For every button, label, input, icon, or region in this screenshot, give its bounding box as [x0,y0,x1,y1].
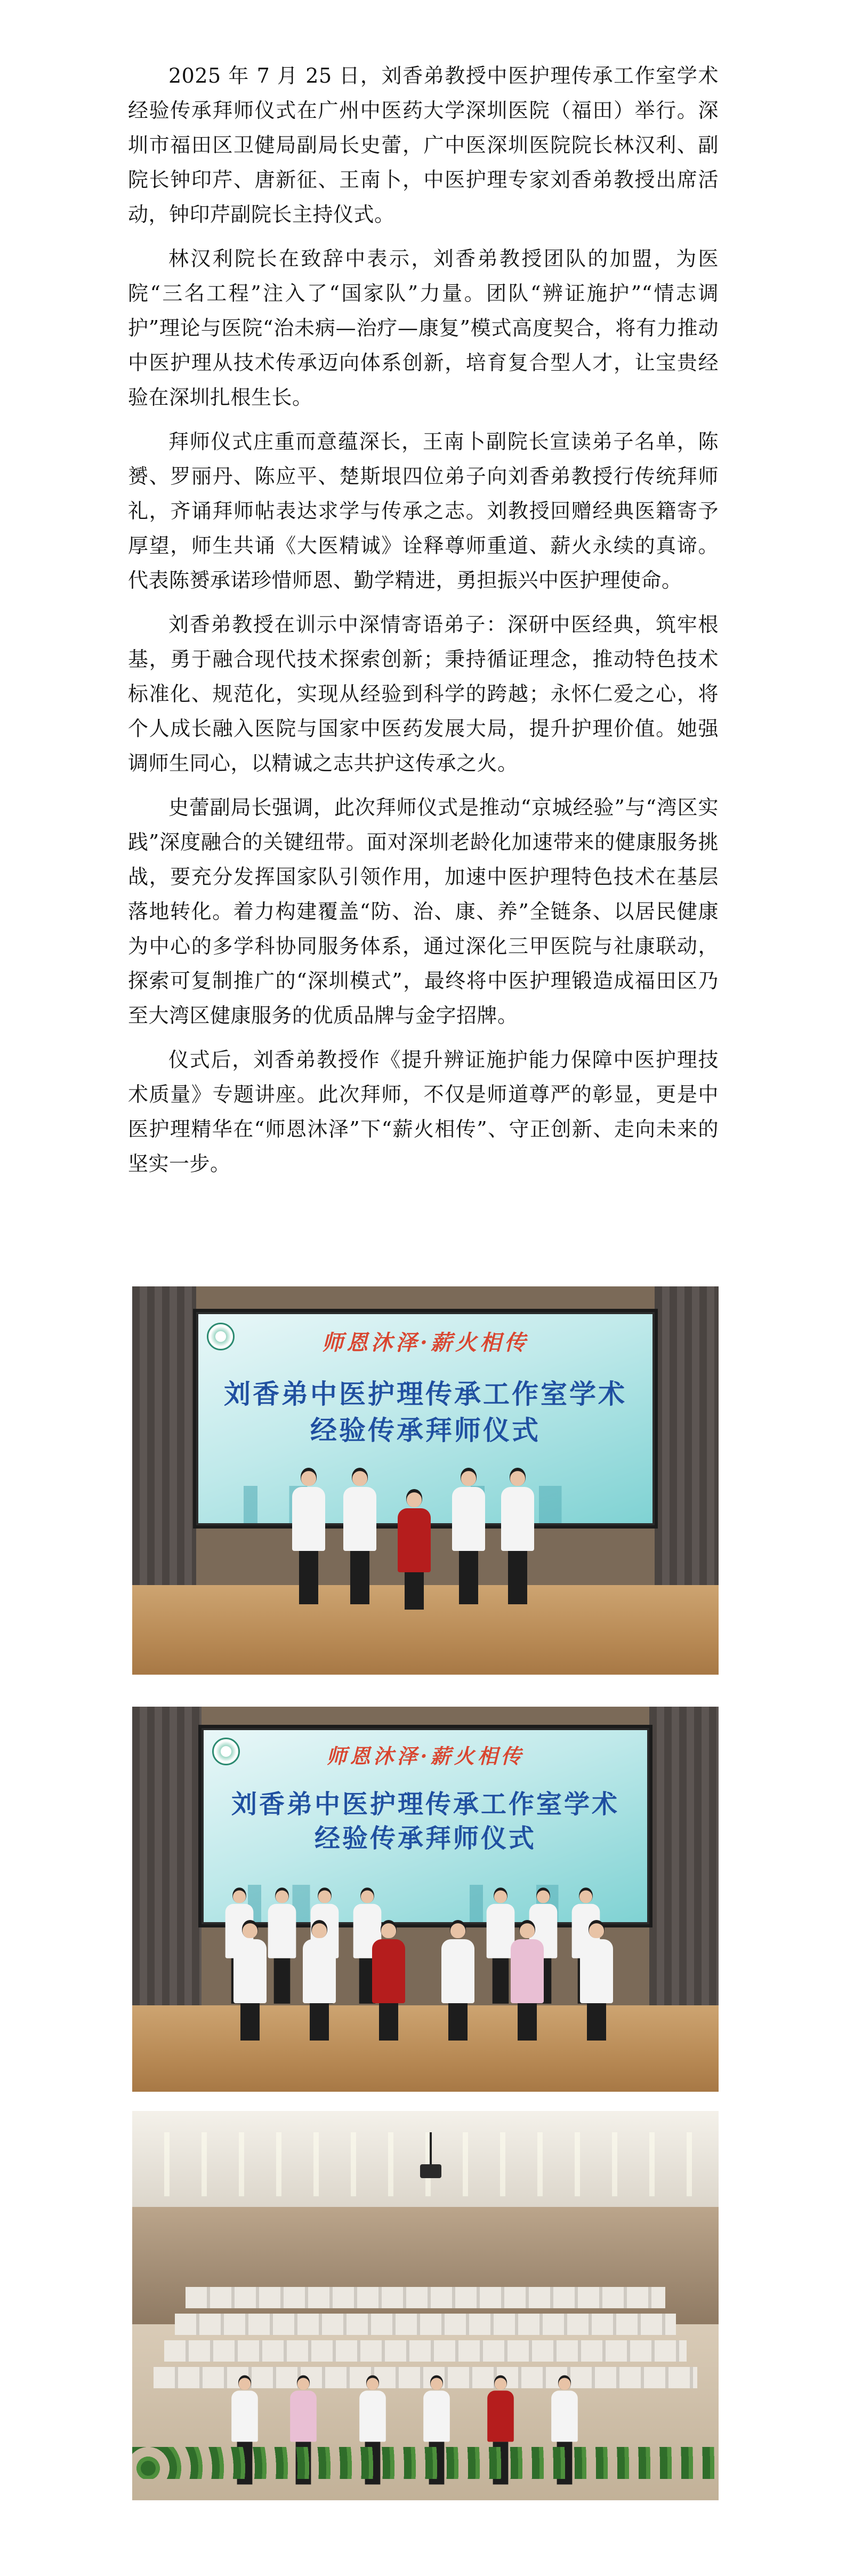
audience-seat-row [175,2314,676,2335]
paragraph-deputy-director: 史蕾副局长强调，此次拜师仪式是推动“京城经验”与“湾区实践”深度融合的关键纽带。面对深圳老龄化加速带来的健康服务挑战，要充分发挥国家队引领作用，加速中医护理特色技术在基层落地转化。着力构建覆盖“防、治、康、养”全链条、以居民健康为中心的多学科协同服务体系，通过深化三甲医院与社康联动，探索可复制推广的“深圳模式”，最终将中医护理锻造成福田区乃至大湾区健康服务的优质品牌与金字招牌。 [128,796,719,1027]
paragraph-lecture: 仪式后，刘香弟教授作《提升辨证施护能力保障中医护理技术质量》专题讲座。此次拜师，不仅是师道尊严的彰显，更是中医护理精华在“师恩沐泽”下“薪火相传”、守正创新、走向未来的坚实一步。 [128,1048,719,1175]
person-disciple [292,1468,325,1604]
person-disciple [343,1468,376,1604]
person-professor [398,1489,431,1610]
photo-ceremony-group-small [132,1286,719,1675]
person-disciple [452,1468,485,1604]
person-standing [268,1887,296,2004]
screen-banner-text: 师恩沐泽·薪火相传 [322,1330,529,1355]
article-body [128,59,719,1191]
paragraph-intro: 2025 年 7 月 25 日，刘香弟教授中医护理传承工作室学术经验传承拜师仪式在广州中医药大学深圳医院（福田）举行。深圳市福田区卫健局副局长史蕾，广中医深圳医院院长林汉利、副院长钟印芹、唐新征、王南卜，中医护理专家刘香弟教授出席活动，钟印芹副院长主持仪式。 [128,64,719,226]
projector-icon [420,2132,441,2180]
stage-floor [132,2005,719,2092]
person-seated [580,1920,613,2041]
photo-lecture-hall-audience [132,2111,719,2500]
paragraph-director-speech: 林汉利院长在致辞中表示，刘香弟教授团队的加盟，为医院“三名工程”注入了“国家队”力量。团队“辨证施护”“情志调护”理论与医院“治未病—治疗—康复”模式高度契合，将有力推动中医护理从技术传承迈向体系创新，培育复合型人才，让宝贵经验在深圳扎根生长。 [128,247,719,409]
person-seated [233,1920,267,2041]
person-seated [511,1920,544,2041]
paragraph-professor-message: 刘香弟教授在训示中深情寄语弟子：深研中医经典，筑牢根基，勇于融合现代技术探索创新；秉持循证理念，推动特色技术标准化、规范化，实现从经验到科学的跨越；永怀仁爱之心，将个人成长融入医院与国家中医药发展大局，提升护理价值。她强调师生同心，以精诚之志共护这传承之火。 [128,613,719,775]
person-professor [372,1920,405,2041]
paragraph-ceremony: 拜师仪式庄重而意蕴深长，王南卜副院长宣读弟子名单，陈赟、罗丽丹、陈应平、楚斯垠四位弟子向刘香弟教授行传统拜师礼，齐诵拜师帖表达求学与传承之志。刘教授回赠经典医籍寄予厚望，师生共诵《大医精诚》诠释尊师重道、薪火永续的真谛。代表陈赟承诺珍惜师恩、勤学精进，勇担振兴中医护理使命。 [128,430,719,592]
screen-banner-text: 师恩沐泽·薪火相传 [326,1744,525,1768]
screen-title-line1: 刘香弟中医护理传承工作室学术 [224,1379,627,1410]
person-seated [441,1920,474,2041]
audience-seat-row [164,2340,687,2362]
front-plants [132,2447,719,2479]
person-seated [303,1920,336,2041]
audience-seat-row [186,2287,665,2308]
screen-title-line2: 经验传承拜师仪式 [310,1415,541,1446]
person-disciple [501,1468,534,1604]
screen-title-line1: 刘香弟中医护理传承工作室学术 [231,1789,619,1819]
screen-title-line2: 经验传承拜师仪式 [314,1823,536,1853]
photo-ceremony-group-large [132,1707,719,2092]
